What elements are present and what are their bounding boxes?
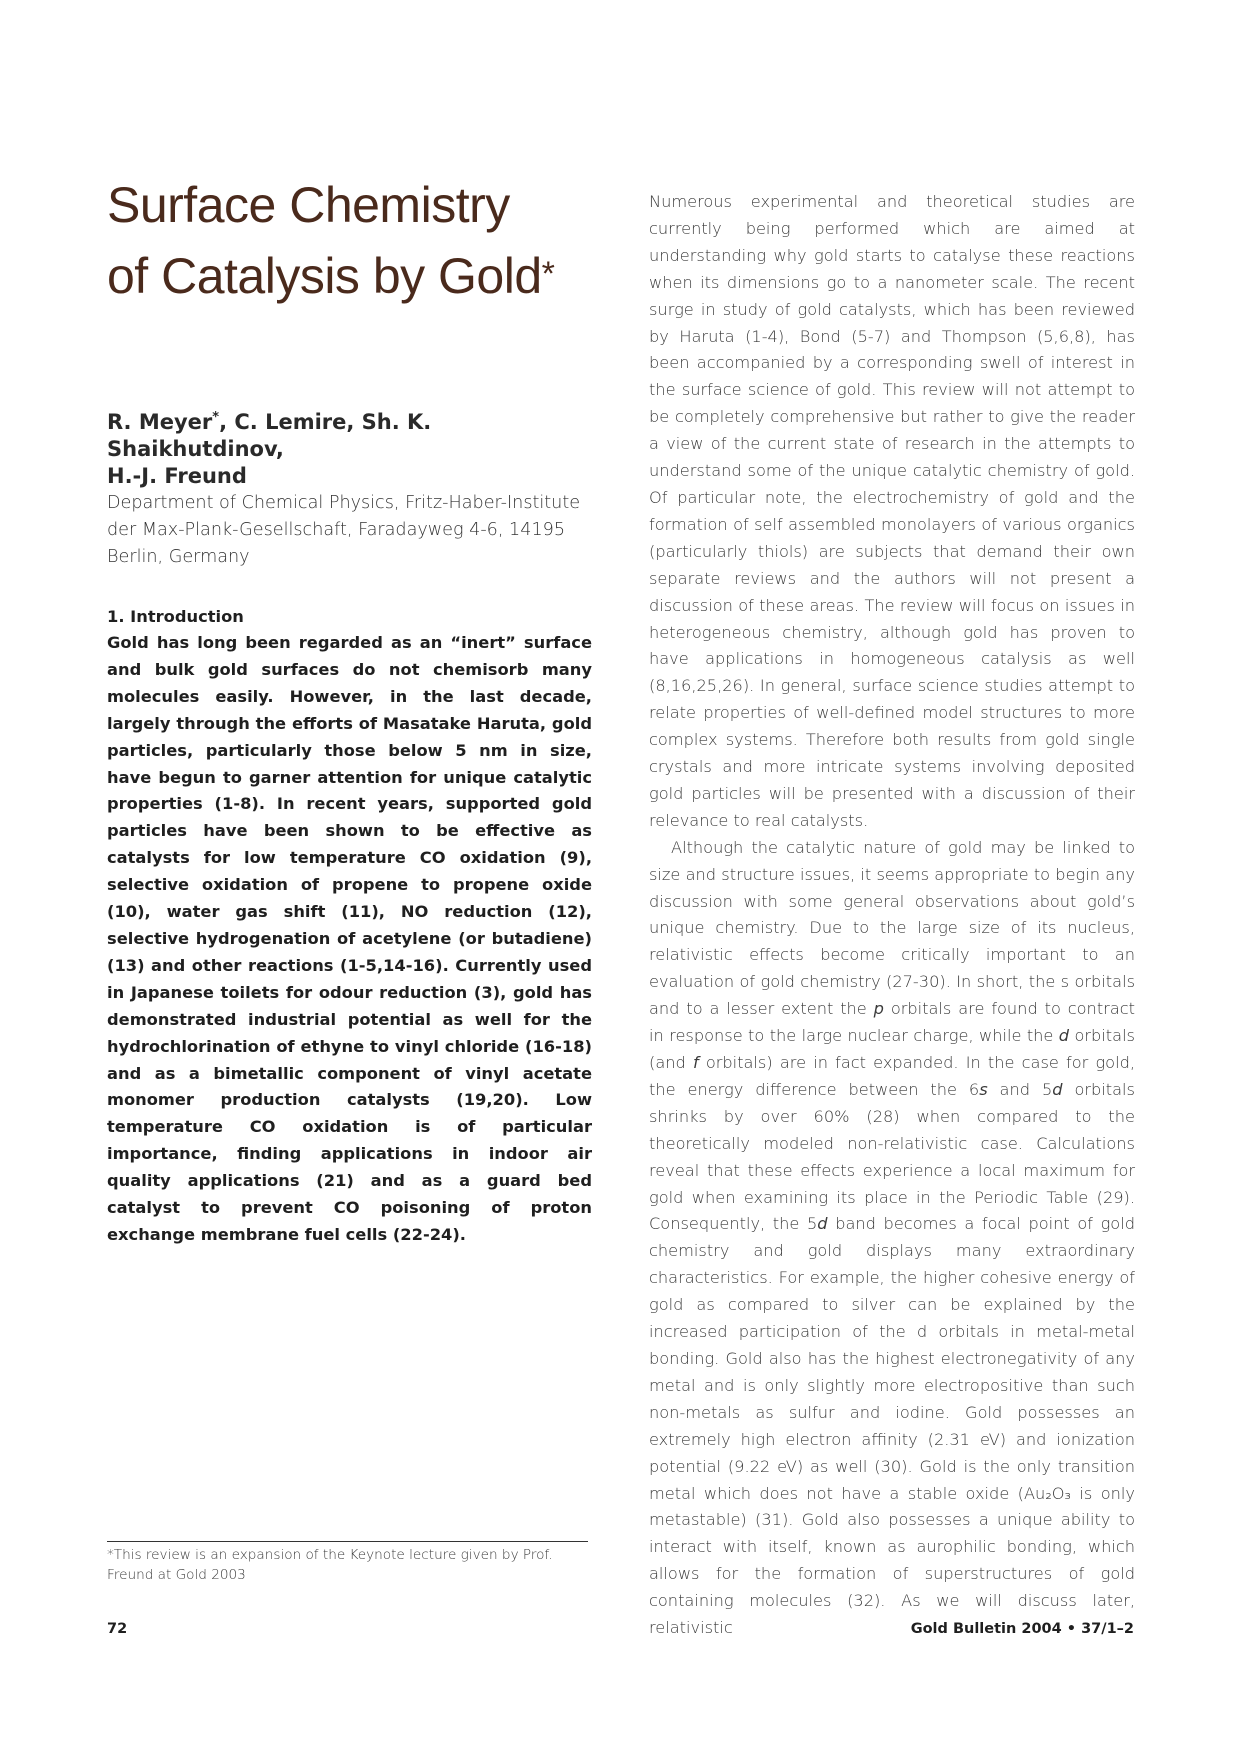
title-line-1: Surface Chemistry bbox=[107, 177, 510, 233]
body-paragraph-1: Numerous experimental and theoretical studies are currently being performed which are aimed at understanding why gold starts to catalyse these reactions when its dimensions go to a nanometer scale. The recent surge in study of gold catalysts, which has been reviewed by Haruta (1-4), Bond (5-7) and Thompson (5,6,8), has been accompanied by a corresponding swell of interest in the surface science of gold. This review will not attempt to be completely comprehensive but rather to give the reader a view of the current state of research in the attempts to understand some of the unique catalytic chemistry of gold. Of particular note, the electrochemistry of gold and the formation of self assembled monolayers of various organics (particularly thiols) are subjects that demand their own separate reviews and the authors will not present a discussion of these areas. The review will focus on issues in heterogeneous chemistry, although gold has proven to have applications in homogeneous catalysis as well (8,16,25,26). In general, surface science studies attempt to relate properties of well-defined model structures to more complex systems. Therefore both results from gold single crystals and more intricate systems involving deposited gold particles will be presented with a discussion of their relevance to real catalysts. bbox=[649, 192, 1135, 830]
author-list bbox=[107, 404, 592, 490]
title-line-2: of Catalysis by Gold bbox=[107, 248, 542, 304]
introduction-abstract: Gold has long been regarded as an “inert” surface and bulk gold surfaces do not chemisorb many molecules easily. However, in the last decade, largely through the efforts of Masatake Haruta, gold particles, particularly those below 5 nm in size, have begun to garner attention for unique catalytic properties (1-8). In recent years, supported gold particles have been shown to be effective as catalysts for low temperature CO oxidation (9), selective oxidation of propene to propene oxide (10), water gas shift (11), NO reduction (12), selective hydrogenation of acetylene (or butadiene) (13) and other reactions (1-5,14-16). Currently used in Japanese toilets for odour reduction (3), gold has demonstrated industrial potential as well for the hydrochlorination of ethyne to vinyl chloride (16-18) and as a bimetallic component of vinyl acetate monomer production catalysts (19,20). Low temperature CO oxidation is of particular importance, finding applications in indoor air quality applications (21) and as a guard bed catalyst to prevent CO poisoning of proton exchange membrane fuel cells (22-24). bbox=[107, 633, 592, 1244]
author-first: R. Meyer bbox=[107, 410, 213, 434]
journal-reference: Gold Bulletin 2004 • 37/1–2 bbox=[910, 1621, 1134, 1637]
author-last: H.-J. Freund bbox=[107, 464, 247, 488]
section-heading-introduction: 1. Introduction bbox=[107, 607, 244, 626]
corresponding-author-mark: * bbox=[212, 410, 220, 425]
body-paragraph-2: Although the catalytic nature of gold may be linked to size and structure issues, it seems appropriate to begin any discussion with some general observations about gold’s unique chemistry. Due to the large size of its nucleus, relativistic effects become critically important to an evaluation of gold chemistry (27-30). In short, the s orbitals and to a lesser extent the p orbitals are found to contract in response to the large nuclear charge, while the d orbitals (and f orbitals) are in fact expanded. In the case for gold, the energy difference between the 6s and 5d orbitals shrinks by over 60% (28) when compared to the theoretically modeled non-relativistic case. Calculations reveal that these effects experience a local maximum for gold when examining its place in the Periodic Table (29). Consequently, the 5d band becomes a focal point of gold chemistry and gold displays many extraordinary characteristics. For example, the higher cohesive energy of gold as compared to silver can be explained by the increased participation of the d orbitals in metal-metal bonding. Gold also has the highest electronegativity of any metal and is only slightly more electropositive than such non-metals as sulfur and iodine. Gold possesses an extremely high electron affinity (2.31 eV) and ionization potential (9.22 eV) as well (30). Gold is the only transition metal which does not have a stable oxide (Au₂O₃ is only metastable) (31). Gold also possesses a unique ability to interact with itself, known as aurophilic bonding, which allows for the formation of superstructures of gold containing molecules (32). As we will discuss later, relativistic bbox=[649, 837, 1135, 1638]
page-number: 72 bbox=[107, 1621, 128, 1637]
article-title bbox=[107, 170, 592, 312]
footnote: *This review is an expansion of the Keynote lecture given by Prof. Freund at Gold 2003 bbox=[107, 1547, 553, 1583]
left-column bbox=[107, 170, 592, 1249]
title-footnote-mark: * bbox=[541, 255, 555, 293]
author-affiliation: Department of Chemical Physics, Fritz-Haber-Institute der Max-Plank-Gesellschaft, Faradayweg 4-6, 14195 Berlin, Germany bbox=[107, 493, 581, 567]
author-rest: , C. Lemire, Sh. K. Shaikhutdinov, bbox=[107, 410, 432, 461]
right-column bbox=[649, 189, 1135, 1642]
footnote-divider bbox=[107, 1541, 588, 1542]
